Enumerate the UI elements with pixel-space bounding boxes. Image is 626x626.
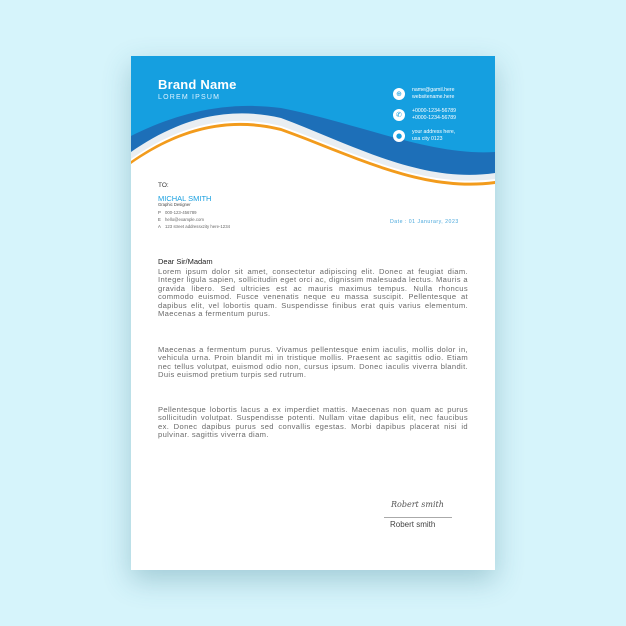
- contact-phone-1: +0000-1234-56789: [412, 108, 456, 114]
- letter-date: Date : 01 Janurary, 2023: [390, 219, 459, 225]
- recipient-title: Graphic Designer: [158, 202, 191, 207]
- recipient-phone-value: 000-123-456789: [165, 210, 197, 215]
- brand-tagline: LOREM IPSUM: [158, 94, 221, 101]
- recipient-phone-key: P: [158, 210, 161, 215]
- recipient-phone: [158, 210, 197, 215]
- recipient-address-key: A: [158, 224, 161, 229]
- recipient-address: [158, 224, 230, 229]
- recipient-name: MICHAL SMITH: [158, 194, 212, 203]
- recipient-address-value: 123 street addressxzity here-1234: [165, 224, 230, 229]
- signature-line: [384, 517, 452, 518]
- brand-name: Brand Name: [158, 77, 237, 92]
- body-paragraph-1: Lorem ipsum dolor sit amet, consectetur adipiscing elit. Donec at feugiat diam. Integer ligula sapien, sollicitudin eget orci ac, dignissim malesuada lectus. Mauris a gravida libero. Sed ultricies est ac mauris maximus tempus. Nulla rhoncus commodo euismod. Fusce venenatis neque eu massa suscipit. Pellentesque at dapibus elit, vel lobortis quam. Suspendisse finibus erat quis varius elementum. Maecenas a fermentum purus.: [158, 267, 468, 319]
- location-pin-icon: ●: [393, 130, 405, 142]
- recipient-email: [158, 217, 204, 222]
- contact-address: [393, 129, 455, 143]
- recipient-email-key: E: [158, 217, 161, 222]
- contact-email-website: [393, 87, 454, 101]
- contact-phones: [393, 108, 456, 122]
- signer-name: Robert smith: [390, 520, 436, 529]
- letterhead-page: [131, 56, 495, 570]
- contact-email: name@gamil.here: [412, 87, 455, 93]
- contact-website: websitename.here: [412, 94, 455, 100]
- to-label: TO:: [158, 182, 169, 189]
- contact-phone-2: +0000-1234-56789: [412, 115, 456, 121]
- contact-address-line-2: usa city 0123: [412, 136, 443, 142]
- globe-icon: ⊕: [393, 88, 405, 100]
- body-paragraph-3: Pellentesque lobortis lacus a ex imperdiet mattis. Maecenas non quam ac purus sollicitudin volutpat. Suspendisse potenti. Nullam vitae dapibus elit, nec faucibus ex. Donec dapibus purus sed convallis egestas. Morbi dapibus placerat nisi id pulvinar. sagittis viverra diam.: [158, 405, 468, 440]
- recipient-email-value: hello@example.com: [165, 217, 204, 222]
- handwritten-signature: Robert smith: [391, 500, 444, 509]
- body-paragraph-2: Maecenas a fermentum purus. Vivamus pellentesque enim iaculis, mollis dolor in, vehicula urna. Proin blandit mi in tristique mollis. Praesent ac sagittis odio. Etiam nec tellus volutpat, euismod odio non, cursus ipsum. Donec iaculis viverra blandit. Duis euismod pretium turpis sed rutrum.: [158, 345, 468, 380]
- salutation: Dear Sir/Madam: [158, 257, 213, 266]
- contact-address-line-1: your address here,: [412, 129, 456, 135]
- phone-icon: ✆: [393, 109, 405, 121]
